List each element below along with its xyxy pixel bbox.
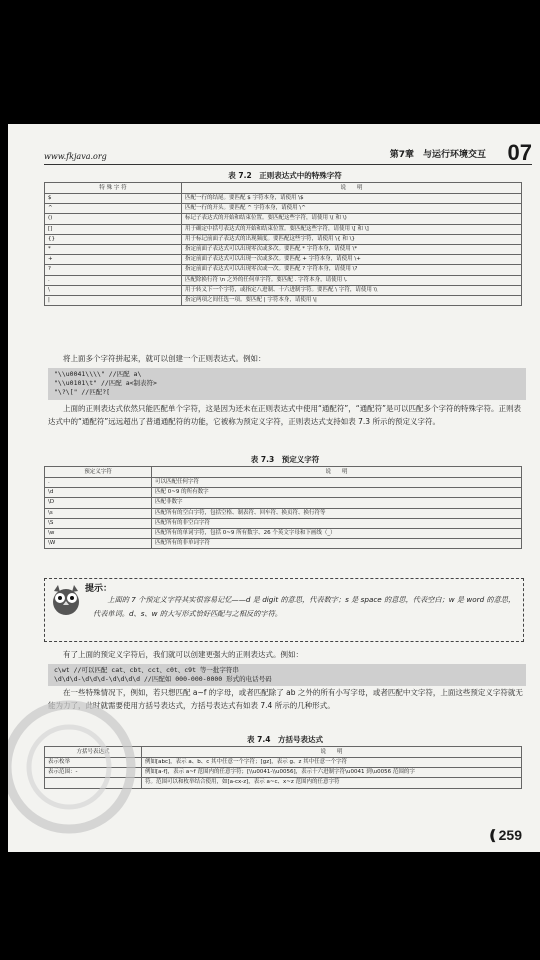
table-row — [45, 518, 522, 528]
table-cell-key: () — [45, 214, 182, 224]
table-cell-key: $ — [45, 194, 182, 204]
page-number-value: 259 — [498, 827, 522, 843]
table-cell-description: 指定前面子表达式可以出现一次或多次。要匹配 + 字符本身，请使用 \+ — [182, 255, 522, 265]
table-cell-description: 可以匹配任何字符 — [152, 478, 522, 488]
table-cell-key: \s — [45, 508, 152, 518]
table-cell-key: | — [45, 295, 182, 305]
table-cell-description: 指定前面子表达式可以出现零次或多次。要匹配 * 字符本身，请使用 \* — [182, 244, 522, 254]
table-header-cell: 说 明 — [152, 467, 522, 478]
table-header-row — [45, 183, 522, 194]
table-7-3-caption: 表 7.3 预定义字符 — [250, 455, 320, 464]
code-line: \d\d\d-\d\d\d-\d\d\d\d //匹配如 000-000-0000 形式的电话号码 — [54, 675, 272, 683]
table-row — [45, 194, 522, 204]
page-number-icon: ❪ — [486, 827, 499, 843]
table-cell-description: 匹配 0~9 的所有数字 — [152, 488, 522, 498]
table-cell-key: \W — [45, 539, 152, 549]
paragraph-1: 将上面多个字符拼起来，就可以创建一个正则表达式。例如： — [63, 354, 266, 363]
table-header-cell: 说 明 — [142, 747, 522, 758]
tip-title: 提示： — [85, 584, 113, 594]
table-row — [45, 488, 522, 498]
table-row — [45, 275, 522, 285]
code-block-2 — [48, 664, 526, 686]
table-cell-description: 匹配所有的非空白字符 — [152, 518, 522, 528]
table-row — [45, 214, 522, 224]
table-cell-description: 匹配除换行符 \n 之外的任何单字符。要匹配 . 字符本身，请使用 \. — [182, 275, 522, 285]
table-row — [45, 478, 522, 488]
book-page — [8, 124, 540, 852]
paragraph-3: 有了上面的预定义字符后，我们就可以创建更强大的正则表达式。例如： — [63, 650, 303, 659]
code-line: "\\u0041\\\\" //匹配 a\ — [54, 370, 142, 378]
chapter-title: 第7章 与运行环境交互 — [389, 150, 486, 160]
page-number — [487, 827, 522, 844]
owl-mascot-icon — [49, 583, 83, 617]
table-row — [45, 498, 522, 508]
table-row — [45, 528, 522, 538]
table-row — [45, 295, 522, 305]
code-block-1 — [48, 368, 526, 400]
table-header-cell: 方括号表达式 — [45, 747, 142, 758]
table-row — [45, 539, 522, 549]
table-cell-key: ? — [45, 265, 182, 275]
table-7-3 — [44, 466, 522, 549]
table-cell-key: \w — [45, 528, 152, 538]
table-cell-key: + — [45, 255, 182, 265]
table-row — [45, 285, 522, 295]
table-cell-key: * — [45, 244, 182, 254]
table-cell-description: 符。范围可以和枚举结合使用，如[a-cx-z]，表示 a~c、x~z 范围内的任意字符 — [142, 778, 522, 788]
table-cell-key: . — [45, 478, 152, 488]
table-cell-description: 匹配所有的空白字符，包括空格、制表符、回车符、换页符、换行符等 — [152, 508, 522, 518]
table-cell-key: [] — [45, 224, 182, 234]
table-row — [45, 255, 522, 265]
table-cell-key: \d — [45, 488, 152, 498]
table-cell-description: 指定前面子表达式可以出现零次或一次。要匹配 ? 字符本身，请使用 \? — [182, 265, 522, 275]
table-cell-key: \ — [45, 285, 182, 295]
table-cell-description: 用于标记前面子表达式的出现频度。要匹配这些字符，请使用 \{ 和 \} — [182, 234, 522, 244]
table-header-cell: 说 明 — [182, 183, 522, 194]
paragraph-2: 上面的正则表达式依然只能匹配单个字符，这是因为还未在正则表达式中使用“通配符”，“通配符”是可以匹配多个字符的特殊字符。正则表达式中的“通配符”远远超出了普通通配符的功能，它被称为预定义字符，正则表达式支持如表 7.3 所示的预定义字符。 — [48, 404, 522, 426]
table-cell-description: 匹配所有的单词字符，包括 0~9 所有数字、26 个英文字母和下画线（_） — [152, 528, 522, 538]
watermark-seal — [8, 692, 144, 842]
table-cell-description: 匹配一行的结尾。要匹配 $ 字符本身，请使用 \$ — [182, 194, 522, 204]
chapter-number: 07 — [507, 140, 532, 165]
table-cell-key: \D — [45, 498, 152, 508]
code-line: c\wt //可以匹配 cat、cbt、cct、c0t、c9t 等一批字符串 — [54, 666, 239, 674]
table-cell-description: 匹配一行的开头。要匹配 ^ 字符本身，请使用 \^ — [182, 204, 522, 214]
paragraph-4: 在一些特殊情况下，例如，若只想匹配 a~f 的字母，或者匹配除了 ab 之外的所有小写字母，或者匹配中文字符，上面这些预定义字符就无能为力了，此时就需要使用方括号表达式，方括号表达式有如表 7.4 所示的几种形式。 — [48, 688, 523, 710]
table-cell-description: 匹配所有的非单词字符 — [152, 539, 522, 549]
tip-box — [44, 578, 524, 642]
table-cell-key: 表示范围：- — [45, 768, 142, 778]
table-7-2 — [44, 182, 522, 306]
table-cell-description: 指定两项之间任选一项。要匹配 | 字符本身，请使用 \| — [182, 295, 522, 305]
table-row — [45, 508, 522, 518]
table-cell-description: 例如[abc]，表示 a、b、c 其中任意一个字符；[gz]，表示 g、z 其中任意一个字符 — [142, 758, 522, 768]
table-7-4-caption: 表 7.4 方括号表达式 — [247, 735, 323, 744]
code-line: "\\u0101\t" //匹配 a<制表符> — [54, 379, 157, 387]
table-cell-description: 例如[a-f]，表示 a~f 范围内的任意字符；[\\u0041-\\u0056]，表示十六进制字符\u0041 到\u0056 范围的字 — [142, 768, 522, 778]
table-row — [45, 244, 522, 254]
table-cell-description: 标记子表达式的开始和结束位置。要匹配这些字符，请使用 \( 和 \) — [182, 214, 522, 224]
table-7-2-caption: 表 7.2 正则表达式中的特殊字符 — [228, 171, 342, 180]
table-header-cell: 特 殊 字 符 — [45, 183, 182, 194]
site-url: www.fkjava.org — [44, 152, 107, 161]
table-cell-key: . — [45, 275, 182, 285]
table-header-row — [45, 467, 522, 478]
table-cell-key: 表示枚举 — [45, 758, 142, 768]
table-cell-key: ^ — [45, 204, 182, 214]
table-header-cell: 预定义字符 — [45, 467, 152, 478]
page-header — [44, 136, 532, 165]
table-cell-description: 用于确定中括号表达式的开始和结束位置。要匹配这些字符，请使用 \[ 和 \] — [182, 224, 522, 234]
table-cell-key: {} — [45, 234, 182, 244]
table-row — [45, 224, 522, 234]
table-row — [45, 204, 522, 214]
table-cell-key: \S — [45, 518, 152, 528]
table-row — [45, 265, 522, 275]
code-line: "\?\[" //匹配?[ — [54, 388, 111, 396]
table-cell-description: 用于转义下一个字符，或指定八进制、十六进制字符。要匹配 \ 字符，请使用 \\ — [182, 285, 522, 295]
table-cell-description: 匹配非数字 — [152, 498, 522, 508]
tip-text: 上面的 7 个预定义字符其实很容易记忆——d 是 digit 的意思，代表数字；s 是 space 的意思，代表空白；w 是 word 的意思，代表单词。d、s、w 的大写形式恰好匹配与之相反的字符。 — [93, 595, 516, 618]
table-row — [45, 234, 522, 244]
